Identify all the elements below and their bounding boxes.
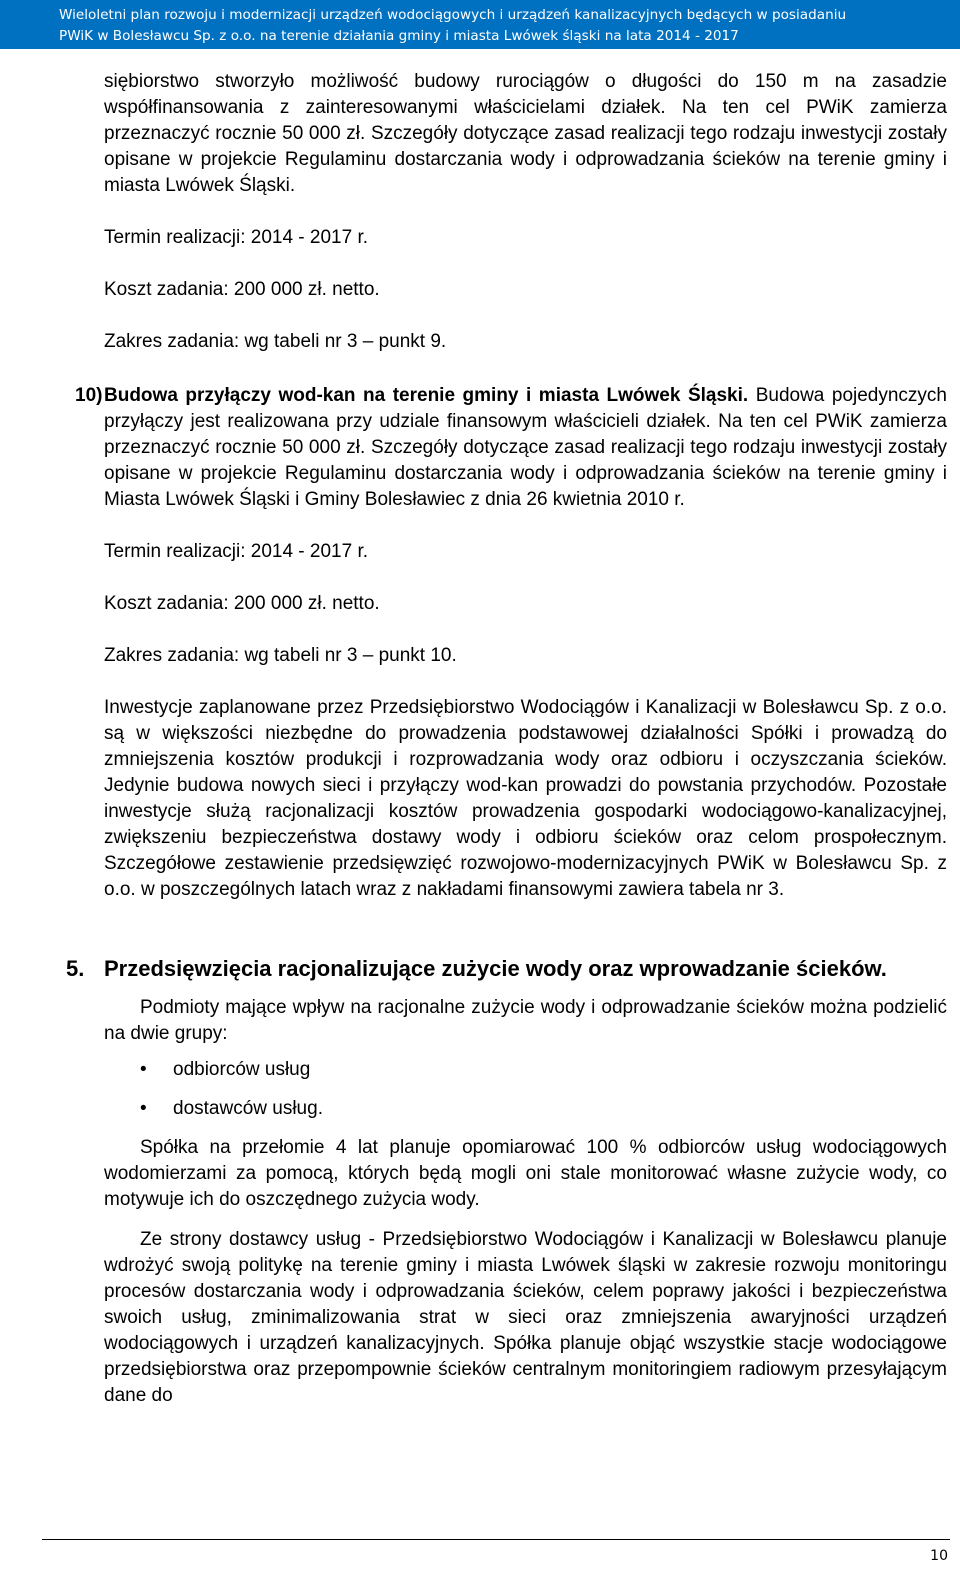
chapter5-heading: [66, 955, 947, 983]
section9-paragraph: siębiorstwo stworzyło możliwość budowy rurociągów o długości do 150 m na zasadzie współfinansowania z zainteresowanymi właścicielami działek. Na ten cel PWiK zamierza przeznaczyć rocznie 50 000 zł. Szczegóły dotyczące zasad realizacji tego rodzaju inwestycji zostały opisane w projekcie Regulaminu dostarczania wody i odprowadzania ścieków na terenie gminy i miasta Lwówek Śląski.: [104, 71, 947, 196]
chapter5-title: Przedsięwzięcia racjonalizujące zużycie wody oraz wprowadzanie ścieków.: [104, 956, 887, 981]
section10-body: Budowa pojedynczych przyłączy jest realizowana przy udziale finansowym właścicieli działek. Na ten cel PWiK zamierza przeznaczyć rocznie 50 000 zł. Szczegóły dotyczące zasad realizacji tego rodzaju inwestycji zostały opisane w projekcie Regulaminu dostarczania wody i odprowadzania ścieków na terenie gminy i Miasta Lwówek Śląski i Gminy Bolesławiec z dnia 26 kwietnia 2010 r.: [104, 385, 948, 510]
chapter5-paragraph-2: Ze strony dostawcy usług - Przedsiębiorstwo Wodociągów i Kanalizacji w Bolesławcu planuje wdrożyć swoją politykę na terenie gminy i miasta Lwówek śląski w zakresie rozwoju monitoringu procesów dostarczania wody i odprowadzania ścieków, celem poprawy jakości i bezpieczeństwa swoich usług, zminimalizowania strat w sieci oraz zmniejszenia awaryjności urządzeń wodociągowych i urządzeń kanalizacyjnych. Spółka planuje objąć wszystkie stacje wodociągowe przedsiębiorstwa oraz przepompownie ścieków centralnym monitoringiem radiowym przesyłającym dane do: [104, 1229, 947, 1406]
chapter5-bullet-list: [104, 1057, 947, 1122]
chapter5-intro: Podmioty mające wpływ na racjonalne zużycie wody i odprowadzanie ścieków można podzielić na dwie grupy:: [104, 997, 947, 1044]
section10-number: 10): [75, 385, 103, 406]
chapter5-paragraph-1: Spółka na przełomie 4 lat planuje opomiarować 100 % odbiorców usług wodociągowych wodomierzami za pomocą, których będą mogli oni stale monitorować własne zużycie wody, co motywuje ich do oszczędnego zużycia wody.: [104, 1137, 947, 1210]
chapter5-number: 5.: [66, 956, 85, 981]
page-number: 10: [930, 1548, 948, 1564]
bullet-icon: •: [140, 1098, 147, 1119]
section9-koszt: Koszt zadania: 200 000 zł. netto.: [104, 279, 380, 300]
header-line-1: Wieloletni plan rozwoju i modernizacji urządzeń wodociągowych i urządzeń kanalizacyjnych będących w posiadaniu: [59, 7, 847, 23]
list-item: • dostawców usług.: [104, 1096, 947, 1122]
section10-title: Budowa przyłączy wod-kan na terenie gminy i miasta Lwówek Śląski.: [104, 385, 749, 406]
section10-item: [75, 383, 948, 513]
section9-zakres: Zakres zadania: wg tabeli nr 3 – punkt 9.: [104, 331, 447, 352]
section10-termin: Termin realizacji: 2014 - 2017 r.: [104, 541, 369, 562]
footer-divider: [42, 1539, 950, 1540]
header-line-2: PWiK w Bolesławcu Sp. z o.o. na terenie działania gminy i miasta Lwówek śląski na lata 2014 - 2017: [59, 28, 739, 44]
document-body: [66, 69, 948, 1409]
section10-koszt: Koszt zadania: 200 000 zł. netto.: [104, 593, 380, 614]
section9-termin: Termin realizacji: 2014 - 2017 r.: [104, 227, 369, 248]
bullet-icon: •: [140, 1059, 147, 1080]
summary-paragraph: Inwestycje zaplanowane przez Przedsiębiorstwo Wodociągów i Kanalizacji w Bolesławcu Sp. z o.o. są w większości niezbędne do prowadzenia podstawowej działalności Spółki i prowadzą do zmniejszenia kosztów produkcji i rozprowadzania wody oraz odbioru i oczyszczania ścieków. Jedynie budowa nowych sieci i przyłączy wod-kan prowadzi do powstania przychodów. Pozostałe inwestycje służą racjonalizacji kosztów prowadzenia gospodarki wodociągowo-kanalizacyjnej, zwiększeniu bezpieczeństwa dostawy wody i odbioru ścieków oraz celom prospołecznym. Szczegółowe zestawienie przedsięwzięć rozwojowo-modernizacyjnych PWiK w Bolesławcu Sp. z o.o. w poszczególnych latach wraz z nakładami finansowymi zawiera tabela nr 3.: [104, 697, 947, 900]
page-header: [0, 0, 960, 49]
section10-zakres: Zakres zadania: wg tabeli nr 3 – punkt 10.: [104, 645, 457, 666]
list-item: • odbiorców usług: [104, 1057, 947, 1083]
